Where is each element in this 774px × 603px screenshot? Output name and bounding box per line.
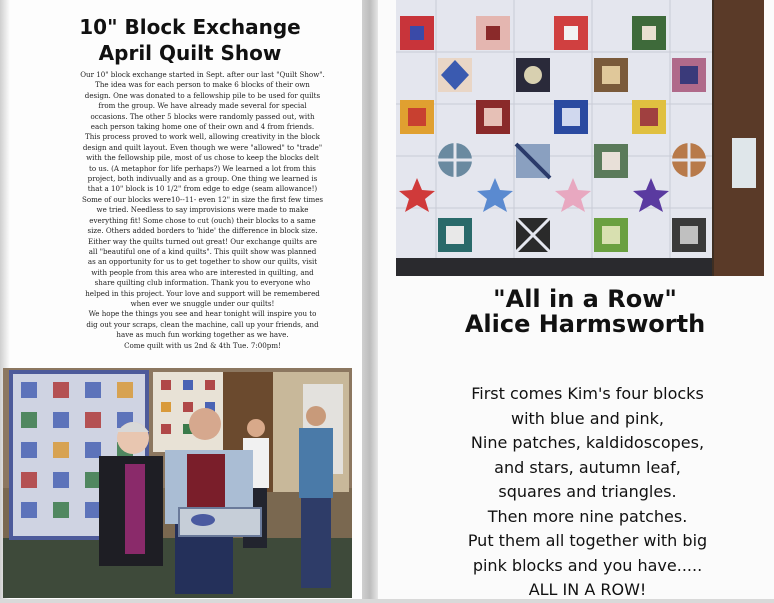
poem-line: and stars, autumn leaf, [494,457,681,477]
article-line: This process proved to work well, allowing creativity in the block [85,132,320,142]
article-line: each person taking home one of their own and 4 from friends. [90,122,315,132]
poem-line: squares and triangles. [498,482,677,501]
article-line: we tried. Needless to say improvisions were made to make [96,205,309,215]
poem [420,382,755,603]
poem-line: Then more nine patches. [487,506,688,526]
article-line: We hope the things you see and hear tonight will inspire you to [88,309,317,319]
article-line: design. One was donated to a fellowship pile to be used for quilts [84,90,321,100]
article-line: have as much fun working together as we have. [116,330,289,340]
quilt-caption-author: Alice Harmsworth [464,310,706,338]
article-line: design and quilt layout. Even though we were "allowed" to "trade" [82,142,323,152]
article-line: project, both indivually and as a group. One thing we learned is [87,174,318,184]
quilt-caption-title: "All in a Row" [493,285,677,313]
article-line: dig out your scraps, clean the machine, call up your friends, and [86,319,319,329]
article-line: everything fit! Some chose to cut (ouch) their blocks to a same [89,215,316,225]
article-line: all "beautiful one of a kind quilts". This quilt show was planned [88,246,317,256]
article-line: with people from this area who are interested in quilting, and [91,267,314,277]
article-line: Either way the quilts turned out great! Our exchange quilts are [88,236,317,246]
poem-line: Put them all together with big [467,531,708,550]
quilt-show-photo [3,368,352,598]
poem-line: First comes Kim's four blocks [471,384,704,403]
article-line: share quilting club information. Thank you to everyone who [94,278,311,288]
article-line: from the group. We have already made several for special [98,101,307,111]
poem-line: ALL IN A ROW! [528,580,647,599]
article-line: with the fellowship pile, most of us chose to keep the blocks delt [86,153,319,163]
article-line: Some of our blocks were10--11- even 12" in size the first few times [81,194,324,204]
article-line: occasions. The other 5 blocks were randomly passed out, with [90,111,315,121]
article-line: size. Others added borders to 'hide' the difference in block size. [87,226,318,236]
article-line: as an opportunity for us to get together to show our quilts, visit [87,257,318,267]
poem-line: pink blocks and you have..... [472,555,703,575]
article-line: when ever we snuggle under our quilts! [130,298,275,308]
article-line: helped in this project. Your love and support will be remembered [85,288,320,298]
quilt-show-photo-illustration [3,368,352,598]
poem-line: with blue and pink, [511,408,664,428]
article-line: to us. (A metaphor for life perhaps?) We learned a lot from this [89,163,316,173]
all-in-a-row-quilt-photo [396,0,764,276]
poem-line: Nine patches, kaldidoscopes, [470,433,705,452]
article-line: that a 10" block is 10 1/2" from edge to edge (seam allowance!) [87,184,318,194]
quilt-illustration [396,0,764,276]
page-title-line2: April Quilt Show [98,41,282,65]
page-title-line1: 10" Block Exchange [79,15,301,39]
article-line: Come quilt with us 2nd & 4th Tue. 7:00pm! [124,340,281,350]
book-spine [362,0,378,599]
article-line: The idea was for each person to make 6 blocks of their own [95,80,310,90]
article-line: Our 10" block exchange started in Sept. after our last "Quilt Show". [80,70,325,79]
article-text [55,70,350,351]
